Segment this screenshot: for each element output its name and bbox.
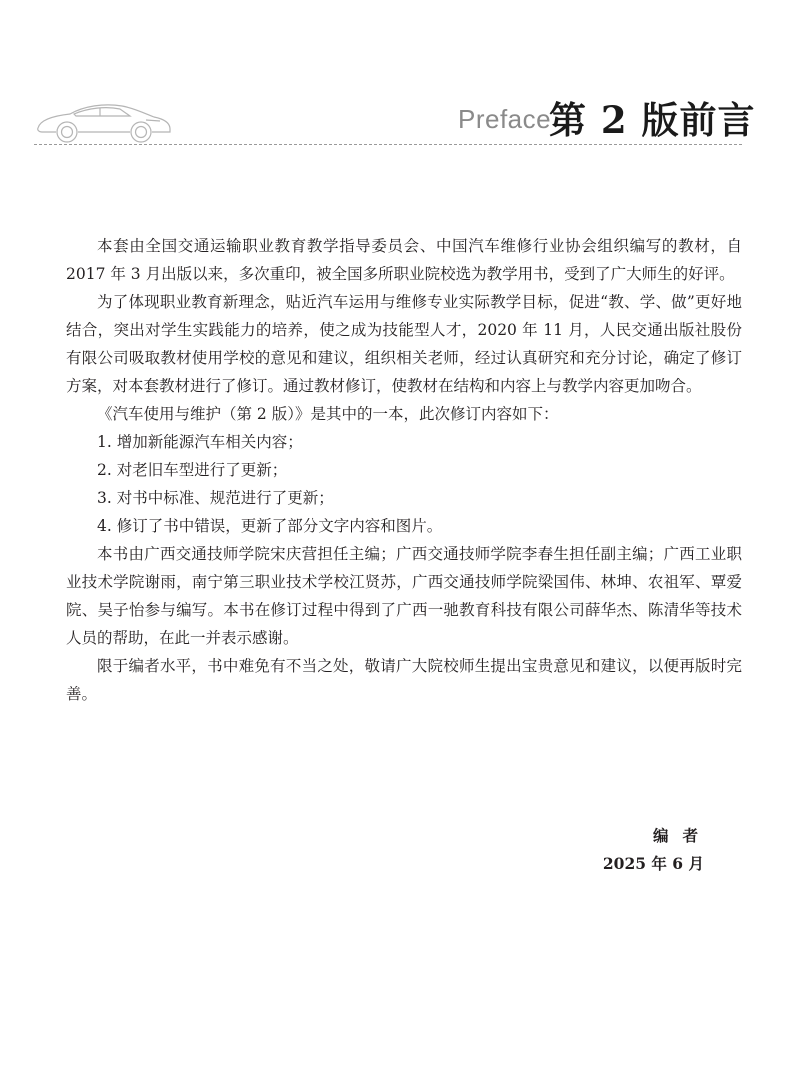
signature-date: 2025 年 6 月 — [602, 854, 704, 873]
list-item: 3. 对书中标准、规范进行了更新； — [97, 489, 334, 507]
page-header — [0, 0, 790, 160]
header-divider — [34, 144, 742, 145]
paragraph: 为了体现职业教育新理念，贴近汽车运用与维修专业实际教学目标，促进“教、学、做”更好地结合，突出对学生实践能力的培养，使之成为技能型人才，2020 年 11 月，人民交通出版社股份有限公司吸取教材使用学校的意见和建议，组织相关老师，经过认真研究和充分讨论，确定了修订方案，对本套教材进行了修订。通过教材修订，使教材在结构和内容上与教学内容更加吻合。 — [66, 293, 742, 395]
list-item: 1. 增加新能源汽车相关内容； — [97, 433, 303, 451]
list-item: 4. 修订了书中错误，更新了部分文字内容和图片。 — [97, 517, 443, 535]
preface-body — [66, 232, 742, 708]
paragraph: 限于编者水平，书中难免有不当之处，敬请广大院校师生提出宝贵意见和建议，以便再版时完善。 — [66, 657, 742, 703]
list-item: 2. 对老旧车型进行了更新； — [97, 461, 288, 479]
header-title-cn: 第 2 版前言 — [549, 98, 756, 142]
paragraph: 《汽车使用与维护（第 2 版）》是其中的一本，此次修订内容如下： — [97, 405, 559, 423]
header-title-en: Preface — [458, 104, 552, 134]
paragraph: 本书由广西交通技师学院宋庆营担任主编；广西交通技师学院李春生担任副主编；广西工业职业技术学院谢雨，南宁第三职业技术学校江贤苏，广西交通技师学院梁国伟、林坤、农祖军、覃爱院、吴子怡参与编写。本书在修订过程中得到了广西一驰教育科技有限公司薛华杰、陈清华等技术人员的帮助，在此一并表示感谢。 — [66, 545, 742, 647]
car-icon — [34, 98, 174, 144]
signature-block — [602, 822, 712, 878]
signature-editor: 编者 — [652, 826, 712, 845]
paragraph: 本套由全国交通运输职业教育教学指导委员会、中国汽车维修行业协会组织编写的教材，自 2017 年 3 月出版以来，多次重印，被全国多所职业院校选为教学用书，受到了广大师生的好评。 — [66, 237, 742, 283]
